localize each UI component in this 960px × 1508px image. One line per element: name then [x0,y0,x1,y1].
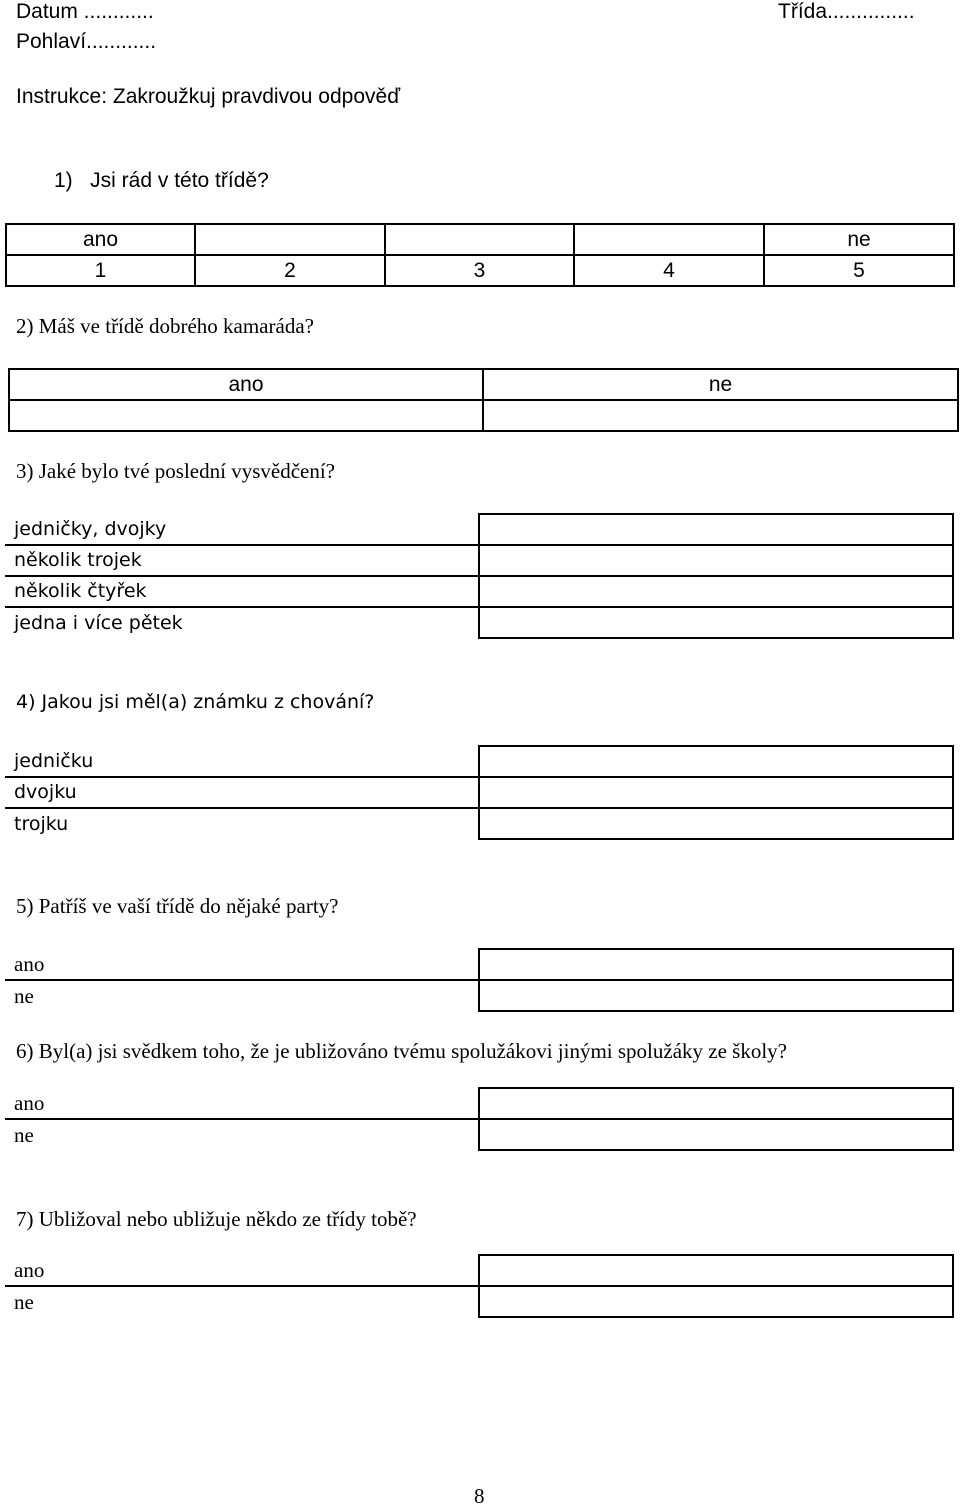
question-2-answer-table [8,368,959,432]
answer-option-yes[interactable]: ano [5,1088,479,1119]
answer-blank-cell [479,576,953,607]
answer-blank-cell [479,514,953,545]
answer-option-no[interactable]: ne [483,369,958,400]
answer-blank-cell [479,545,953,576]
answer-option-yes[interactable]: ano [5,949,479,980]
question-1-scale-table [5,223,955,287]
scale-option-1[interactable]: 1 [6,255,195,286]
answer-option[interactable]: trojku [5,808,479,839]
answer-blank-cell [479,1119,953,1150]
answer-blank-cell [479,1088,953,1119]
question-6-text: 6) Byl(a) jsi svědkem toho, že je ubližováno tvému spolužákovi jinými spolužáky ze školy? [16,1039,788,1063]
question-2-text: 2) Máš ve třídě dobrého kamaráda? [16,314,314,338]
question-3-text: 3) Jaké bylo tvé poslední vysvědčení? [16,459,335,483]
answer-blank-cell [479,980,953,1011]
scale-option-3[interactable]: 3 [385,255,574,286]
scale-option-2[interactable]: 2 [195,255,385,286]
datum-field-label: Datum ............ [16,0,154,23]
answer-option-no[interactable]: ne [5,1119,479,1150]
answer-option-no[interactable]: ne [5,980,479,1011]
answer-option-yes[interactable]: ano [9,369,483,400]
scale-option-4[interactable]: 4 [574,255,764,286]
question-6-answer-table [5,1087,954,1151]
answer-blank-cell [483,400,958,431]
scale-option-5[interactable]: 5 [764,255,954,286]
answer-blank-cell [479,949,953,980]
scale-empty-cell [195,224,385,255]
answer-option[interactable]: jedničku [5,746,479,777]
question-7-answer-table [5,1254,954,1318]
answer-blank-cell [479,1286,953,1317]
scale-label-yes: ano [6,224,195,255]
answer-blank-cell [479,1255,953,1286]
answer-blank-cell [479,777,953,808]
question-7-text: 7) Ubližoval nebo ubližuje někdo ze třídy tobě? [16,1207,417,1231]
pohlavi-field-label: Pohlaví............ [16,30,157,53]
question-5-text: 5) Patříš ve vaší třídě do nějaké party? [16,894,339,918]
answer-option[interactable]: několik čtyřek [5,576,479,607]
answer-option[interactable]: jedna i více pětek [5,607,479,638]
instructions-text: Instrukce: Zakroužkuj pravdivou odpověď [16,85,401,108]
answer-option[interactable]: jedničky, dvojky [5,514,479,545]
answer-option[interactable]: dvojku [5,777,479,808]
answer-blank-cell [9,400,483,431]
answer-blank-cell [479,808,953,839]
scale-label-no: ne [764,224,954,255]
page-number: 8 [474,1484,485,1508]
answer-blank-cell [479,607,953,638]
answer-option-no[interactable]: ne [5,1286,479,1317]
question-5-answer-table [5,948,954,1012]
question-4-answer-table [5,745,954,840]
answer-option-yes[interactable]: ano [5,1255,479,1286]
scale-empty-cell [385,224,574,255]
answer-option[interactable]: několik trojek [5,545,479,576]
question-3-answer-table [5,513,954,639]
scale-empty-cell [574,224,764,255]
trida-field-label: Třída............... [778,0,915,23]
question-4-text: 4) Jakou jsi měl(a) známku z chování? [16,691,375,713]
answer-blank-cell [479,746,953,777]
question-1-text: 1) Jsi rád v této třídě? [54,169,269,192]
